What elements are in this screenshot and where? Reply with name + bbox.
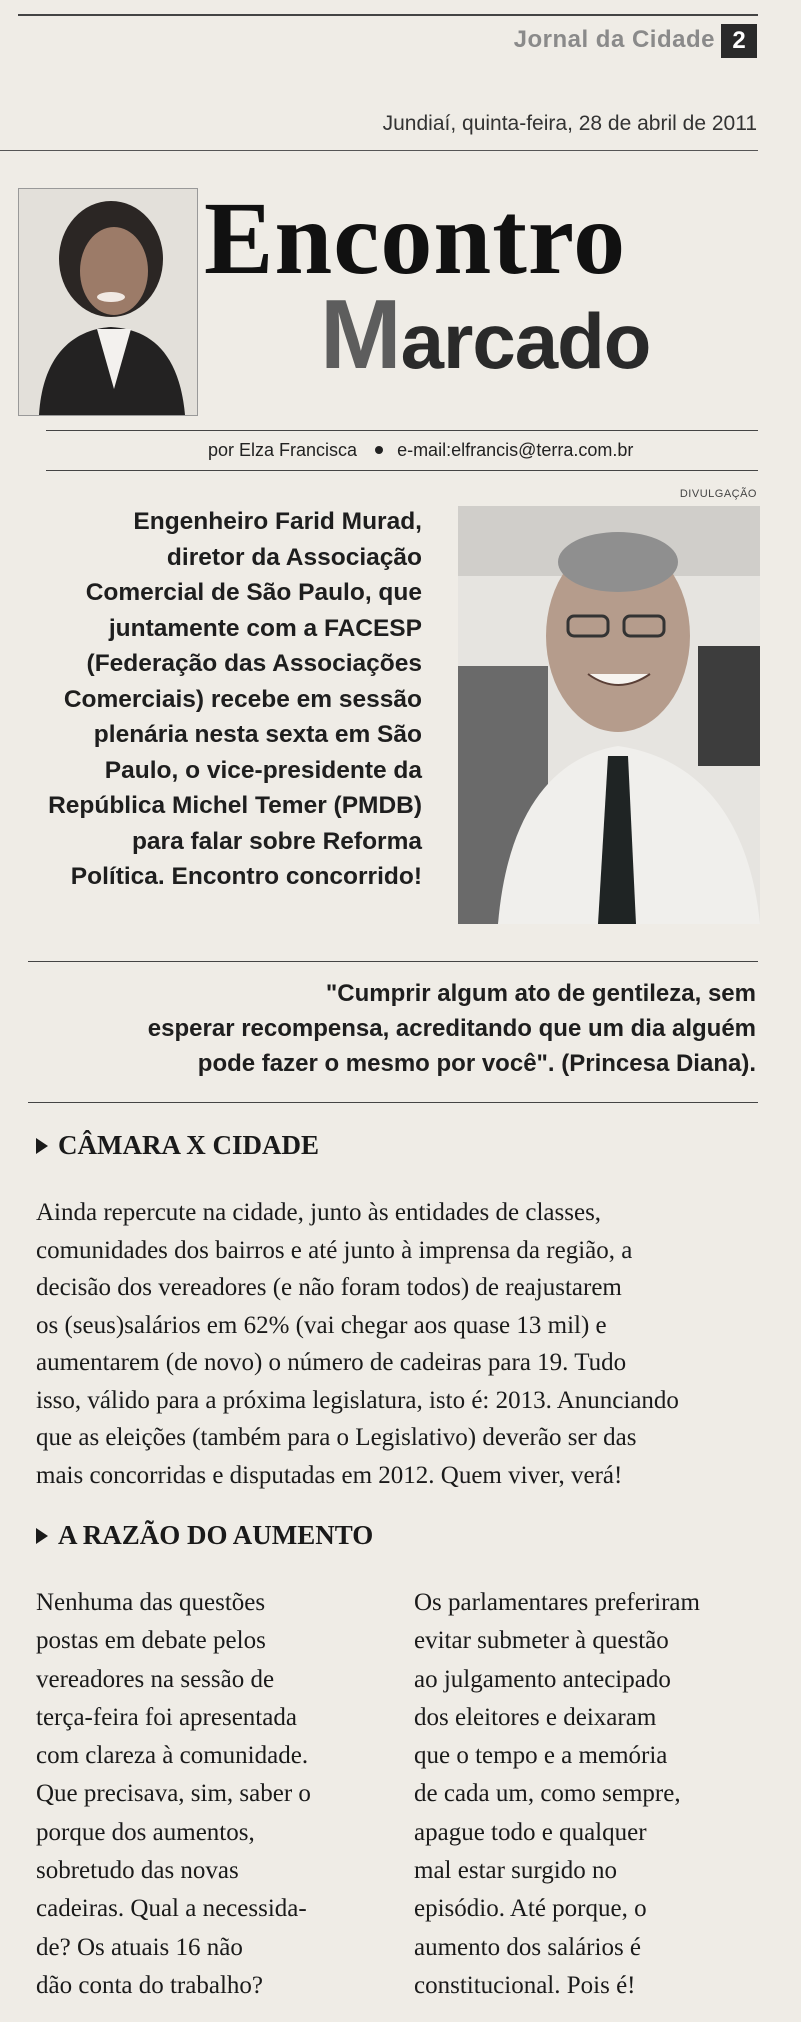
body-line: os (seus)salários em 62% (vai chegar aos quase 13 mil) e: [36, 1311, 607, 1339]
bullet-icon: [375, 446, 383, 454]
feature-line: Comercial de São Paulo, que: [85, 579, 422, 606]
section-heading: [36, 1130, 319, 1161]
body-line: Nenhuma das questões: [36, 1589, 266, 1616]
quote-line: esperar recompensa, acreditando que um dia alguém: [147, 1015, 756, 1042]
section-body: [36, 1194, 756, 1494]
body-line: cadeiras. Qual a necessida-: [36, 1895, 307, 1923]
body-line: Que precisava, sim, saber o: [36, 1780, 311, 1808]
quote-rule-bottom: [28, 1102, 758, 1103]
section-column-left: [36, 1584, 366, 2005]
dateline: Jundiaí, quinta-feira, 28 de abril de 2011: [382, 112, 757, 135]
body-line: porque dos aumentos,: [36, 1818, 255, 1846]
feature-line: juntamente com a FACESP: [108, 614, 422, 642]
feature-line: Comerciais) recebe em sessão: [63, 685, 422, 713]
body-line: evitar submeter à questão: [414, 1627, 669, 1655]
column-title-initial: M: [320, 279, 401, 389]
body-line: episódio. Até porque, o: [414, 1895, 647, 1923]
byline: [208, 440, 633, 461]
body-line: mal estar surgido no: [414, 1857, 617, 1885]
byline-email: e-mail:elfrancis@terra.com.br: [397, 440, 634, 460]
column-title-line1: Encontro: [204, 181, 627, 296]
feature-line: plenária nesta sexta em São: [93, 721, 422, 748]
triangle-bullet-icon: [36, 1528, 48, 1544]
body-line: postas em debate pelos: [36, 1627, 266, 1655]
body-line: mais concorridas e disputadas em 2012. Quem viver, verá!: [36, 1461, 623, 1489]
byline-rule-top: [46, 430, 758, 431]
quote: [100, 976, 756, 1081]
photo-credit: DIVULGAÇÃO: [679, 488, 757, 500]
byline-author: por Elza Francisca: [208, 440, 358, 460]
section-heading-text: CÂMARA X CIDADE: [58, 1130, 319, 1160]
body-line: dos eleitores e deixaram: [414, 1703, 657, 1731]
section-heading: [36, 1520, 373, 1551]
feature-line: Política. Encontro concorrido!: [70, 863, 422, 890]
top-rule: [18, 14, 758, 16]
body-line: Ainda repercute na cidade, junto às entidades de classes,: [36, 1199, 602, 1226]
triangle-bullet-icon: [36, 1138, 48, 1154]
body-line: terça-feira foi apresentada: [36, 1703, 297, 1731]
page-number: 2: [721, 24, 757, 58]
body-line: de cada um, como sempre,: [414, 1780, 681, 1808]
section-column-right: [414, 1584, 754, 2005]
header-rule: [0, 150, 758, 151]
body-line: isso, válido para a próxima legislatura, isto é: 2013. Anunciando: [36, 1386, 679, 1414]
feature-text: [40, 504, 422, 895]
author-portrait-photo: [18, 188, 198, 416]
feature-line: Engenheiro Farid Murad,: [133, 508, 422, 535]
feature-line: (Federação das Associações: [86, 650, 422, 677]
quote-line: pode fazer o mesmo por você". (Princesa Diana).: [197, 1050, 756, 1077]
body-line: de? Os atuais 16 não: [36, 1933, 243, 1961]
feature-line: Paulo, o vice-presidente da: [104, 756, 422, 784]
column-title-rest: arcado: [400, 297, 651, 385]
feature-line: para falar sobre Reforma: [131, 827, 422, 855]
feature-photo: [458, 506, 760, 924]
section-heading-text: A RAZÃO DO AUMENTO: [58, 1520, 374, 1550]
body-line: constitucional. Pois é!: [414, 1971, 636, 1999]
journal-name: Jornal da Cidade: [513, 26, 715, 53]
column-title-line2: [320, 279, 651, 391]
body-line: apague todo e qualquer: [414, 1818, 647, 1846]
body-line: aumento dos salários é: [414, 1933, 642, 1961]
body-line: vereadores na sessão de: [36, 1665, 275, 1693]
feature-line: República Michel Temer (PMDB): [48, 792, 422, 819]
quote-rule-top: [28, 961, 758, 962]
feature-line: diretor da Associação: [166, 543, 422, 571]
body-line: Os parlamentares preferiram: [414, 1589, 700, 1616]
body-line: decisão dos vereadores (e não foram todos) de reajustarem: [36, 1274, 622, 1301]
byline-rule-bottom: [46, 470, 758, 471]
body-line: sobretudo das novas: [36, 1857, 239, 1885]
body-line: aumentarem (de novo) o número de cadeiras para 19. Tudo: [36, 1349, 627, 1376]
body-line: dão conta do trabalho?: [36, 1971, 263, 1999]
body-line: com clareza à comunidade.: [36, 1742, 309, 1770]
body-line: que as eleições (também para o Legislativo) deverão ser das: [36, 1424, 637, 1451]
body-line: ao julgamento antecipado: [414, 1665, 671, 1693]
body-line: comunidades dos bairros e até junto à imprensa da região, a: [36, 1236, 633, 1264]
body-line: que o tempo e a memória: [414, 1742, 668, 1770]
quote-line: "Cumprir algum ato de gentileza, sem: [325, 980, 756, 1007]
